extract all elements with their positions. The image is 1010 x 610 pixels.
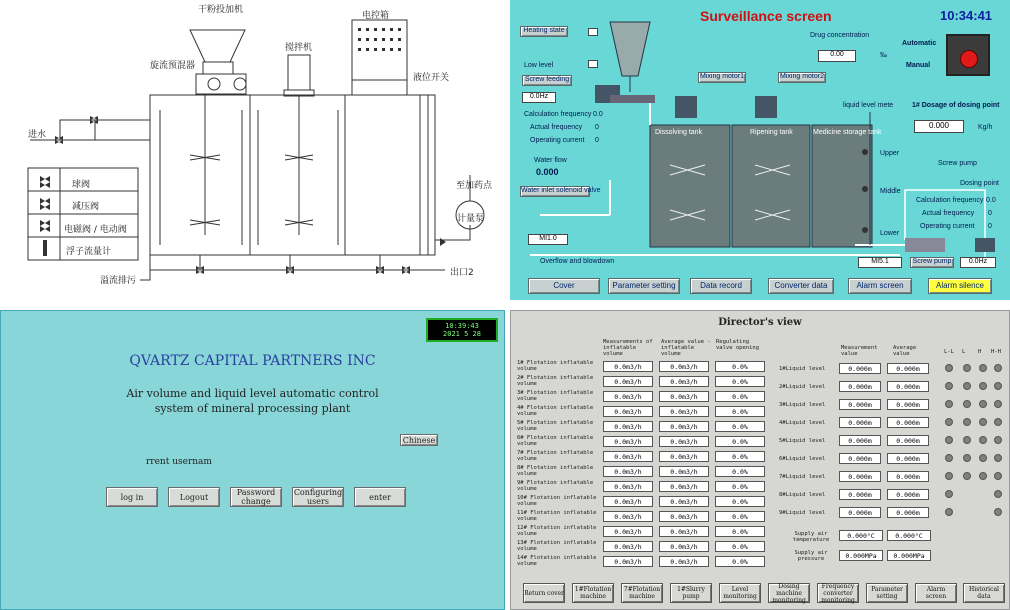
flotation-average: 0.0m3/h	[659, 391, 709, 402]
led-header: L	[962, 349, 966, 355]
flotation-average: 0.0m3/h	[659, 361, 709, 372]
clock-time: 10:39:43	[445, 322, 479, 330]
supply-temp-label: Supply air temperature	[792, 531, 830, 543]
dosing-point-label: 至加药点	[456, 181, 493, 191]
flotation-row-label: 2# Flotation inflatable volume	[517, 375, 594, 387]
calc-freq-label: Calculation frequency	[524, 111, 592, 118]
alarm-led-icon	[979, 436, 987, 444]
calc-freq-value: 0.0	[593, 111, 603, 118]
legend-item: 浮子流量计	[66, 247, 112, 257]
liquid-level-label: 2#Liquid level	[779, 384, 826, 390]
flotation-measured: 0.0m3/h	[603, 421, 653, 432]
directors-view	[510, 310, 1010, 610]
right-op-current-value: 0	[988, 223, 992, 230]
flotation-measured: 0.0m3/h	[603, 361, 653, 372]
mixer-label: 搅拌机	[285, 43, 313, 53]
supply-temp-measured: 0.000°C	[839, 530, 883, 541]
legend-item: 球阀	[72, 180, 91, 190]
switch-knob-icon	[960, 50, 978, 68]
heating-state-button[interactable]: Heating state	[520, 26, 568, 37]
valve-opening: 0.0%	[715, 451, 765, 462]
right-op-current-label: Operating current	[920, 223, 975, 230]
liquid-level-measured: 0.000m	[839, 435, 881, 446]
tank1-label: Dissolving tank	[655, 129, 703, 136]
alarm-led-icon	[963, 436, 971, 444]
outlet-label: 出口2	[450, 268, 474, 278]
valve-opening: 0.0%	[715, 496, 765, 507]
liquid-level-label: 5#Liquid level	[779, 438, 826, 444]
alarm-led-icon	[979, 418, 987, 426]
auto-manual-switch[interactable]	[946, 34, 990, 76]
right-actual-freq-label: Actual frequency	[922, 210, 975, 217]
enter-button[interactable]: enter	[354, 487, 406, 507]
data-record-button[interactable]: Data record	[690, 278, 752, 294]
flotation-average: 0.0m3/h	[659, 496, 709, 507]
feeder-label: 干粉投加机	[198, 5, 244, 15]
liquid-level-label: 6#Liquid level	[779, 456, 826, 462]
liquid-level-measured: 0.000m	[839, 507, 881, 518]
cover-button[interactable]: Cover	[528, 278, 600, 294]
subtitle-line1: Air volume and liquid level automatic control	[126, 387, 379, 400]
alarm-led-icon	[979, 364, 987, 372]
alarm-led-icon	[994, 490, 1002, 498]
clock-date: 2021 5 28	[443, 330, 481, 338]
flotation-average: 0.0m3/h	[659, 376, 709, 387]
alarm-led-icon	[979, 382, 987, 390]
liquid-level-label: 1#Liquid level	[779, 366, 826, 372]
screw-pump-title: Screw pump	[938, 160, 977, 167]
liquid-level-label: 7#Liquid level	[779, 474, 826, 480]
subtitle-line2: system of mineral processing plant	[154, 402, 351, 415]
flotation-row-label: 8# Flotation inflatable volume	[517, 465, 594, 477]
alarm-led-icon	[945, 364, 953, 372]
language-button[interactable]: Chinese	[400, 434, 438, 446]
dosing-monitoring-button[interactable]: Dosing machine monitoring	[768, 583, 810, 603]
flotation-measured: 0.0m3/h	[603, 451, 653, 462]
liquid-meter-label: liquid level mete	[843, 102, 894, 109]
drug-conc-value: 0.00	[818, 50, 856, 62]
flotation-measured: 0.0m3/h	[603, 466, 653, 477]
surveillance-screen	[510, 0, 1010, 300]
level-switch-label: 液位开关	[413, 73, 450, 83]
alarm-led-icon	[945, 382, 953, 390]
alarm-led-icon	[945, 454, 953, 462]
alarm-led-icon	[963, 400, 971, 408]
led-header: H	[978, 349, 982, 355]
drug-conc-unit: ‰	[880, 52, 887, 59]
mi51-value: MI5.1	[858, 257, 902, 268]
alarm-led-icon	[945, 472, 953, 480]
return-cover-button[interactable]: Return cover	[523, 583, 565, 603]
liquid-level-measured: 0.000m	[839, 363, 881, 374]
flotation-measured: 0.0m3/h	[603, 541, 653, 552]
slurry-pump-button[interactable]: 1#Slurry pump	[670, 583, 712, 603]
supply-temp-average: 0.000°C	[887, 530, 931, 541]
valve-opening: 0.0%	[715, 481, 765, 492]
level-monitoring-button[interactable]: Level monitoring	[719, 583, 761, 603]
col-meas-header: Measurements of inflatable volume	[603, 339, 653, 357]
alarm-led-icon	[945, 418, 953, 426]
mixing-motor2-button[interactable]: Mixing motor2	[778, 72, 826, 83]
alarm-screen-button[interactable]: Alarm screen	[915, 583, 957, 603]
converter-data-button[interactable]: Converter data	[768, 278, 834, 294]
led-header: L-L	[944, 349, 954, 355]
alarm-led-icon	[994, 400, 1002, 408]
legend-item: 减压阀	[72, 202, 100, 212]
alarm-led-icon	[945, 490, 953, 498]
alarm-led-icon	[945, 436, 953, 444]
flotation-average: 0.0m3/h	[659, 541, 709, 552]
automatic-label: Automatic	[902, 40, 937, 47]
valve-opening: 0.0%	[715, 511, 765, 522]
flotation-row-label: 11# Flotation inflatable volume	[517, 510, 597, 522]
alarm-led-icon	[979, 454, 987, 462]
screw-feeding-button[interactable]: Screw feeding	[522, 75, 572, 86]
configuring-users-button[interactable]: Configuring users	[293, 488, 343, 506]
valve-opening: 0.0%	[715, 556, 765, 567]
view-title: Director's view	[718, 317, 802, 328]
pump-label: 计量泵	[457, 214, 485, 224]
flotation-measured: 0.0m3/h	[603, 496, 653, 507]
overflow-label: Overflow and blowdown	[540, 258, 615, 265]
screen-title: Surveillance screen	[700, 8, 832, 24]
tank2-label: Ripening tank	[750, 129, 793, 136]
flotation-measured: 0.0m3/h	[603, 556, 653, 567]
liquid-level-average: 0.000m	[887, 453, 929, 464]
flotation-machine-7-button[interactable]: 7#Flotation machine	[621, 583, 663, 603]
flotation-row-label: 5# Flotation inflatable volume	[517, 420, 594, 432]
frequency-converter-button[interactable]: Frequency converter monitoring	[817, 583, 859, 603]
alarm-led-icon	[979, 472, 987, 480]
flotation-row-label: 10# Flotation inflatable volume	[517, 495, 597, 507]
overflow-label: 溢流排污	[100, 276, 137, 286]
flotation-row-label: 14# Flotation inflatable volume	[517, 555, 597, 567]
clock: 10:34:41	[940, 8, 993, 23]
flotation-machine-1-button[interactable]: 1#Flotation machine	[572, 583, 614, 603]
liquid-level-average: 0.000m	[887, 471, 929, 482]
col-meas2-header: Measurement value	[841, 345, 878, 357]
mixing-motor1-button[interactable]: Mixing motor1	[698, 72, 746, 83]
upper-label: Upper	[880, 150, 900, 157]
supply-press-measured: 0.000MPa	[839, 550, 883, 561]
right-actual-freq-value: 0	[988, 210, 992, 217]
flotation-average: 0.0m3/h	[659, 511, 709, 522]
actual-freq-value: 0	[595, 124, 599, 131]
current-user-label: rrent usernam	[146, 457, 212, 467]
alarm-led-icon	[994, 508, 1002, 516]
flotation-average: 0.0m3/h	[659, 421, 709, 432]
legend-item: 电磁阀 / 电动阀	[64, 225, 127, 235]
company-name: QVARTZ CAPITAL PARTNERS INC	[129, 353, 376, 369]
flotation-row-label: 4# Flotation inflatable volume	[517, 405, 594, 417]
alarm-led-icon	[994, 364, 1002, 372]
liquid-level-average: 0.000m	[887, 489, 929, 500]
login-button[interactable]: log in	[106, 487, 158, 507]
alarm-led-icon	[963, 472, 971, 480]
liquid-level-measured: 0.000m	[839, 417, 881, 428]
flotation-average: 0.0m3/h	[659, 406, 709, 417]
op-current-label: Operating current	[530, 137, 585, 144]
low-level-label: Low level	[524, 62, 554, 69]
right-calc-freq-value: 0.0	[986, 197, 996, 204]
flotation-measured: 0.0m3/h	[603, 436, 653, 447]
control-box-label: 电控箱	[362, 11, 390, 21]
feeding-frequency: 0.0Hz	[522, 92, 556, 103]
flotation-row-label: 9# Flotation inflatable volume	[517, 480, 594, 492]
low-level-indicator	[588, 60, 598, 68]
flotation-average: 0.0m3/h	[659, 526, 709, 537]
flotation-measured: 0.0m3/h	[603, 511, 653, 522]
liquid-level-label: 3#Liquid level	[779, 402, 826, 408]
alarm-led-icon	[994, 436, 1002, 444]
dosing-point-label: Dosing point	[960, 180, 999, 187]
flotation-average: 0.0m3/h	[659, 451, 709, 462]
manual-label: Manual	[906, 62, 931, 69]
flotation-measured: 0.0m3/h	[603, 406, 653, 417]
liquid-level-average: 0.000m	[887, 417, 929, 428]
alarm-led-icon	[963, 364, 971, 372]
flotation-average: 0.0m3/h	[659, 556, 709, 567]
valve-opening: 0.0%	[715, 421, 765, 432]
valve-opening: 0.0%	[715, 541, 765, 552]
flotation-measured: 0.0m3/h	[603, 481, 653, 492]
liquid-level-label: 8#Liquid level	[779, 492, 826, 498]
middle-label: Middle	[880, 188, 901, 195]
alarm-led-icon	[963, 454, 971, 462]
alarm-led-icon	[963, 418, 971, 426]
password-change-button[interactable]: Password change	[230, 487, 282, 507]
liquid-level-label: 9#Liquid level	[779, 510, 826, 516]
water-flow-label: Water flow	[534, 157, 567, 164]
alarm-led-icon	[994, 382, 1002, 390]
dosing-unit: Kg/h	[978, 124, 993, 131]
liquid-level-average: 0.000m	[887, 381, 929, 392]
tank3-label: Medicine storage tank	[813, 129, 882, 136]
inlet-label: 进水	[28, 130, 47, 140]
dosing-title: 1# Dosage of dosing point	[912, 102, 1000, 109]
op-current-value: 0	[595, 137, 599, 144]
parameter-setting-button[interactable]: Parameter setting	[866, 583, 908, 603]
process-diagram-panel	[0, 0, 505, 300]
col-avg2-header: Average value	[893, 345, 917, 357]
supply-press-label: Supply air pressure	[794, 550, 828, 562]
liquid-level-average: 0.000m	[887, 363, 929, 374]
valve-opening: 0.0%	[715, 526, 765, 537]
water-flow-value: 0.000	[536, 167, 559, 177]
right-calc-freq-label: Calculation frequency	[916, 197, 984, 204]
login-screen	[0, 310, 505, 610]
led-header: H-H	[991, 349, 1001, 355]
valve-opening: 0.0%	[715, 391, 765, 402]
dosing-value: 0.000	[914, 120, 964, 133]
alarm-silence-button[interactable]: Alarm silence	[928, 278, 992, 294]
valve-opening: 0.0%	[715, 406, 765, 417]
prewetter-label: 旋流预混器	[150, 61, 196, 71]
screw-pump-button[interactable]: Screw pump	[910, 257, 954, 268]
drug-conc-label: Drug concentration	[810, 32, 870, 39]
pump-frequency: 0.0Hz	[960, 257, 996, 268]
mi-value: MI1.0	[528, 234, 568, 245]
flotation-row-label: 3# Flotation inflatable volume	[517, 390, 594, 402]
liquid-level-measured: 0.000m	[839, 489, 881, 500]
lower-label: Lower	[880, 230, 900, 237]
valve-opening: 0.0%	[715, 376, 765, 387]
liquid-level-average: 0.000m	[887, 399, 929, 410]
historical-data-button[interactable]: Historical data	[963, 583, 1005, 603]
flotation-row-label: 13# Flotation inflatable volume	[517, 540, 597, 552]
flotation-average: 0.0m3/h	[659, 436, 709, 447]
alarm-led-icon	[945, 400, 953, 408]
actual-freq-label: Actual frequency	[530, 124, 583, 131]
flotation-row-label: 7# Flotation inflatable volume	[517, 450, 594, 462]
supply-press-average: 0.000MPa	[887, 550, 931, 561]
parameter-setting-button[interactable]: Parameter setting	[608, 278, 680, 294]
col-avg-header: Average value - inflatable volume	[661, 339, 711, 357]
dissolving-tank	[650, 125, 730, 247]
valve-opening: 0.0%	[715, 361, 765, 372]
liquid-level-average: 0.000m	[887, 435, 929, 446]
flotation-row-label: 12# Flotation inflatable volume	[517, 525, 597, 537]
valve-opening: 0.0%	[715, 466, 765, 477]
alarm-led-icon	[994, 454, 1002, 462]
alarm-led-icon	[994, 472, 1002, 480]
col-valve-header: Regulating valve opening	[716, 339, 760, 351]
logout-button[interactable]: Logout	[168, 487, 220, 507]
alarm-led-icon	[963, 382, 971, 390]
main-tank	[150, 95, 435, 255]
flotation-average: 0.0m3/h	[659, 466, 709, 477]
liquid-level-measured: 0.000m	[839, 399, 881, 410]
flotation-row-label: 6# Flotation inflatable volume	[517, 435, 594, 447]
alarm-screen-button[interactable]: Alarm screen	[848, 278, 912, 294]
flotation-measured: 0.0m3/h	[603, 526, 653, 537]
liquid-level-measured: 0.000m	[839, 381, 881, 392]
liquid-level-average: 0.000m	[887, 507, 929, 518]
alarm-led-icon	[979, 400, 987, 408]
flotation-row-label: 1# Flotation inflatable volume	[517, 360, 594, 372]
clock-display	[426, 318, 498, 342]
ripening-tank	[732, 125, 810, 247]
flotation-measured: 0.0m3/h	[603, 391, 653, 402]
water-inlet-button[interactable]: Water inlet solenoid valve	[520, 186, 590, 197]
flotation-measured: 0.0m3/h	[603, 376, 653, 387]
alarm-led-icon	[994, 418, 1002, 426]
liquid-level-measured: 0.000m	[839, 471, 881, 482]
liquid-level-label: 4#Liquid level	[779, 420, 826, 426]
flotation-average: 0.0m3/h	[659, 481, 709, 492]
liquid-level-measured: 0.000m	[839, 453, 881, 464]
valve-opening: 0.0%	[715, 436, 765, 447]
heating-indicator	[588, 28, 598, 36]
alarm-led-icon	[945, 508, 953, 516]
